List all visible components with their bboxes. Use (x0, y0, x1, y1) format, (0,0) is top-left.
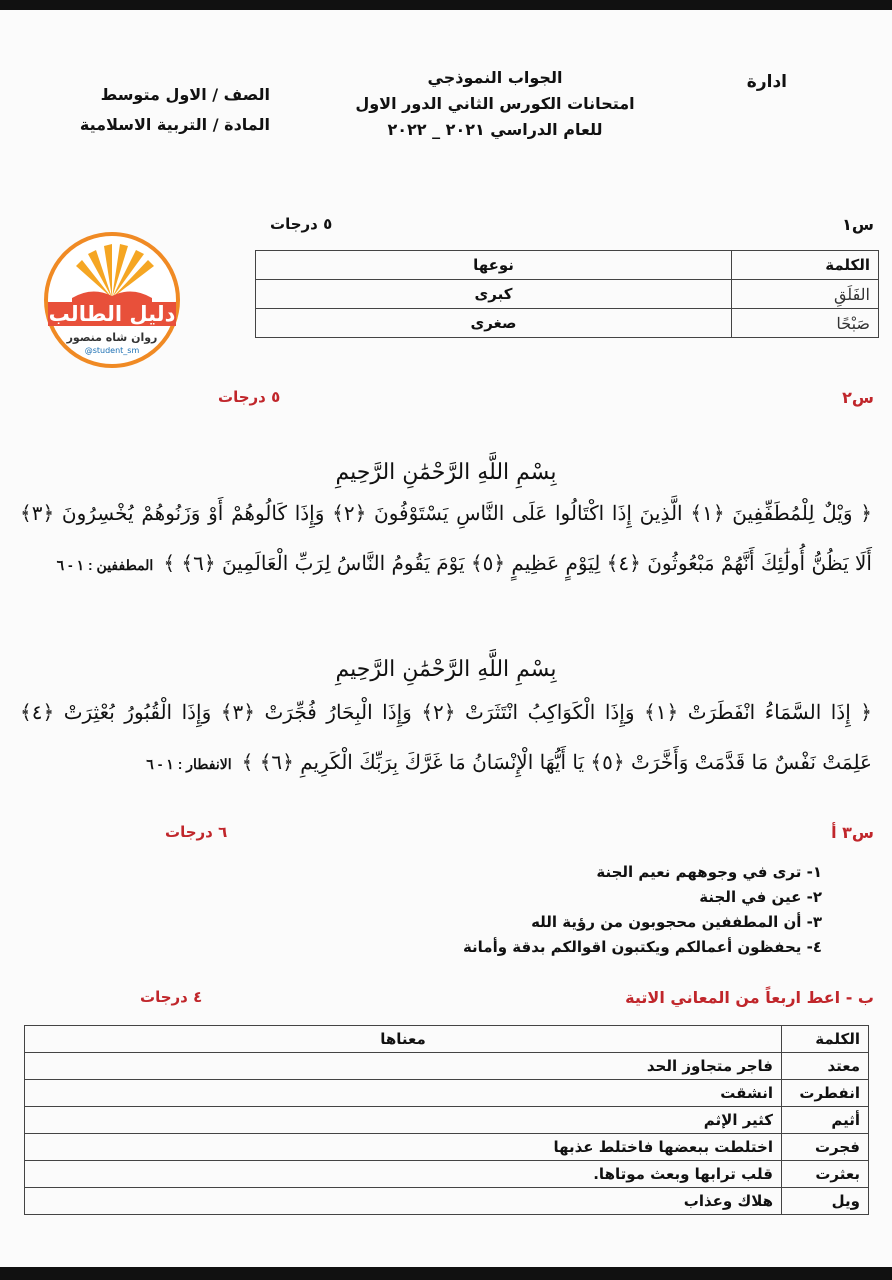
q3a-answers (342, 860, 822, 960)
verses-al-mutaffifin (20, 488, 872, 590)
header-word: الكلمة (732, 251, 879, 280)
word-cell: بعثرت (782, 1161, 869, 1188)
table-row (25, 1188, 869, 1215)
answer-item: ٣- أن المطففين محجوبون من رؤية الله (531, 913, 822, 931)
logo-title: دليل الطالب (48, 302, 176, 326)
table-header-row (256, 251, 879, 280)
q3b-meanings-table (24, 1025, 869, 1215)
answer-item: ٢- عين في الجنة (699, 888, 822, 906)
verses-text-1: ﴿ وَيْلٌ لِلْمُطَفِّفِينَ ﴿١﴾ الَّذِينَ إِذَا اكْتَالُوا عَلَى النَّاسِ يَسْتَوْفُونَ ﴿٢﴾ وَإِذَا كَالُوهُمْ أَوْ وَزَنُوهُمْ يُخْسِرُونَ ﴿٣﴾ أَلَا يَظُنُّ أُولَٰئِكَ أَنَّهُمْ مَبْعُوثُونَ ﴿٤﴾ لِيَوْمٍ عَظِيمٍ ﴿٥﴾ يَوْمَ يَقُومُ النَّاسُ لِرَبِّ الْعَالَمِينَ ﴿٦﴾ ﴾ (20, 501, 872, 575)
table-row (256, 309, 879, 338)
exam-line: امتحانات الكورس الثاني الدور الاول (355, 94, 635, 113)
verse-reference-2: الانفطار : ١ - ٦ (146, 756, 232, 772)
page-title: الجواب النموذجي (427, 68, 563, 87)
verses-al-infitar (20, 687, 872, 789)
q1-table (255, 250, 879, 338)
meaning-cell: قلب ترابها وبعث موتاها. (25, 1161, 782, 1188)
answer-item: ١- ترى في وجوههم نعيم الجنة (596, 863, 822, 881)
subject-label: المادة / التربية الاسلامية (79, 115, 270, 134)
q2-marks: ٥ درجات (218, 388, 281, 406)
q1-label: س١ (842, 215, 874, 234)
q2-label: س٢ (842, 388, 874, 407)
word-cell: ويل (782, 1188, 869, 1215)
meaning-cell: اختلطت ببعضها فاختلط عذبها (25, 1134, 782, 1161)
table-row (25, 1053, 869, 1080)
logo-handle: @student_sm (84, 346, 140, 355)
logo-subtitle: روان شاه منصور (66, 331, 158, 344)
q3a-marks: ٦ درجات (165, 823, 228, 841)
header-word: الكلمة (782, 1026, 869, 1053)
word-cell: انفطرت (782, 1080, 869, 1107)
administration-label: ادارة (746, 72, 787, 92)
table-row (25, 1161, 869, 1188)
table-header-row (25, 1026, 869, 1053)
academic-year: للعام الدراسي ٢٠٢١ _ ٢٠٢٢ (387, 120, 603, 139)
type-cell: كبرى (256, 280, 732, 309)
word-cell: فجرت (782, 1134, 869, 1161)
word-cell: أثيم (782, 1107, 869, 1134)
answer-item: ٤- يحفظون أعمالكم ويكتبون اقوالكم بدقة وأمانة (462, 938, 822, 956)
grade-label: الصف / الاول متوسط (100, 85, 270, 104)
word-cell: صَبْحًا (732, 309, 879, 338)
word-cell: الفَلَقِ (732, 280, 879, 309)
verse-reference-1: المطففين : ١ - ٦ (56, 557, 154, 573)
q3b-label: ب - اعط اربعاً من المعاني الاتية (625, 988, 874, 1007)
meaning-cell: كثير الإثم (25, 1107, 782, 1134)
type-cell: صغرى (256, 309, 732, 338)
basmala-1: بِسْمِ اللَّهِ الرَّحْمَٰنِ الرَّحِيمِ (335, 460, 557, 485)
q3a-label: س٣ أ (831, 823, 874, 842)
verses-text-2: ﴿ إِذَا السَّمَاءُ انْفَطَرَتْ ﴿١﴾ وَإِذَا الْكَوَاكِبُ انْتَثَرَتْ ﴿٢﴾ وَإِذَا الْبِحَارُ فُجِّرَتْ ﴿٣﴾ وَإِذَا الْقُبُورُ بُعْثِرَتْ ﴿٤﴾ عَلِمَتْ نَفْسٌ مَا قَدَّمَتْ وَأَخَّرَتْ ﴿٥﴾ يَا أَيُّهَا الْإِنْسَانُ مَا غَرَّكَ بِرَبِّكَ الْكَرِيمِ ﴿٦﴾ ﴾ (20, 700, 872, 774)
meaning-cell: انشقت (25, 1080, 782, 1107)
header-center (330, 65, 660, 143)
table-row (256, 280, 879, 309)
q1-marks: ٥ درجات (270, 215, 333, 233)
header-left (60, 80, 270, 140)
open-book-sunrays-icon (48, 236, 176, 302)
table-row (25, 1134, 869, 1161)
meaning-cell: هلاك وعذاب (25, 1188, 782, 1215)
header-type: نوعها (256, 251, 732, 280)
word-cell: معتد (782, 1053, 869, 1080)
basmala-2: بِسْمِ اللَّهِ الرَّحْمَٰنِ الرَّحِيمِ (335, 657, 557, 682)
exam-answer-page (0, 10, 892, 1267)
table-row (25, 1107, 869, 1134)
table-row (25, 1080, 869, 1107)
q3b-marks: ٤ درجات (140, 988, 203, 1006)
student-guide-logo (44, 232, 180, 368)
header-meaning: معناها (25, 1026, 782, 1053)
meaning-cell: فاجر متجاوز الحد (25, 1053, 782, 1080)
